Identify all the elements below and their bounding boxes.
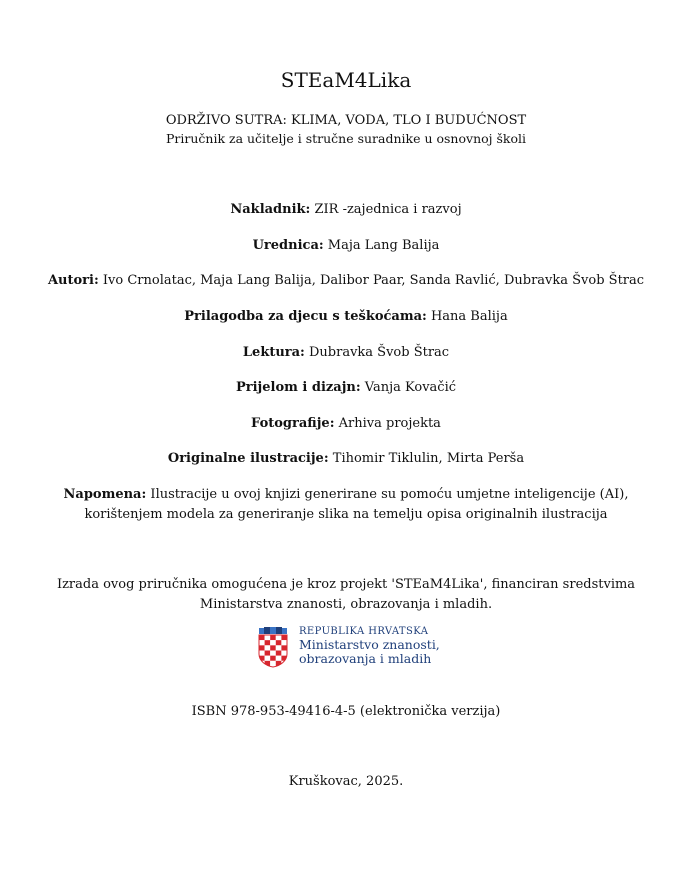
note-line-2: korištenjem modela za generiranje slika na temelju opisa originalnih ilustracija	[84, 507, 608, 522]
place-date: Kruškovac, 2025.	[288, 774, 404, 789]
credit-label: Urednica:	[252, 238, 324, 253]
credit-label: Autori:	[47, 273, 99, 288]
credit-value: Tihomir Tiklulin, Mirta Perša	[328, 451, 525, 466]
ministry-logo	[256, 626, 456, 670]
credit-value: ZIR -zajednica i razvoj	[310, 202, 462, 217]
credit-value: Ivo Crnolatac, Maja Lang Balija, Dalibor Paar, Sanda Ravlić, Dubravka Švob Štrac	[98, 273, 645, 288]
credit-label: Fotografije:	[251, 416, 335, 431]
credit-proofreading	[0, 345, 692, 361]
credit-photos	[0, 416, 692, 432]
credit-authors	[0, 273, 692, 289]
book-subtitle: ODRŽIVO SUTRA: KLIMA, VODA, TLO I BUDUĆNOST	[165, 113, 527, 128]
credit-design	[0, 380, 692, 396]
credit-publisher	[0, 202, 692, 218]
note-text: Ilustracije u ovoj knjizi generirane su pomoću umjetne inteligencije (AI),	[146, 487, 629, 502]
credit-label: Lektura:	[242, 345, 305, 360]
logo-republic: REPUBLIKA HRVATSKA	[299, 626, 429, 637]
credit-value: Dubravka Švob Štrac	[304, 345, 450, 360]
book-title: STEaM4Lika	[280, 68, 412, 92]
note-label: Napomena:	[63, 487, 147, 502]
credit-label: Originalne ilustracije:	[167, 451, 329, 466]
credit-illustrations	[0, 451, 692, 467]
credit-value: Vanja Kovačić	[360, 380, 457, 395]
credit-editor	[0, 238, 692, 254]
credit-label: Prilagodba za djecu s teškoćama:	[184, 309, 427, 324]
credit-label: Prijelom i dizajn:	[235, 380, 361, 395]
credit-value: Maja Lang Balija	[323, 238, 440, 253]
credit-value: Hana Balija	[426, 309, 508, 324]
funding-line-2: Ministarstva znanosti, obrazovanja i mladih.	[199, 597, 493, 612]
credit-adaptation	[0, 309, 692, 325]
note-line-1	[0, 487, 692, 503]
book-description: Priručnik za učitelje i stručne suradnike u osnovnoj školi	[165, 131, 527, 146]
logo-ministry-line-1: Ministarstvo znanosti,	[299, 637, 440, 652]
logo-ministry-line-2: obrazovanja i mladih	[299, 651, 432, 666]
croatian-coat-of-arms-icon	[256, 626, 290, 668]
credit-value: Arhiva projekta	[334, 416, 441, 431]
credit-label: Nakladnik:	[230, 202, 311, 217]
isbn: ISBN 978-953-49416-4-5 (elektronička verzija)	[191, 704, 501, 719]
funding-line-1: Izrada ovog priručnika omogućena je kroz projekt 'STEaM4Lika', financiran sredstvima	[56, 577, 636, 592]
logo-text	[299, 626, 440, 666]
